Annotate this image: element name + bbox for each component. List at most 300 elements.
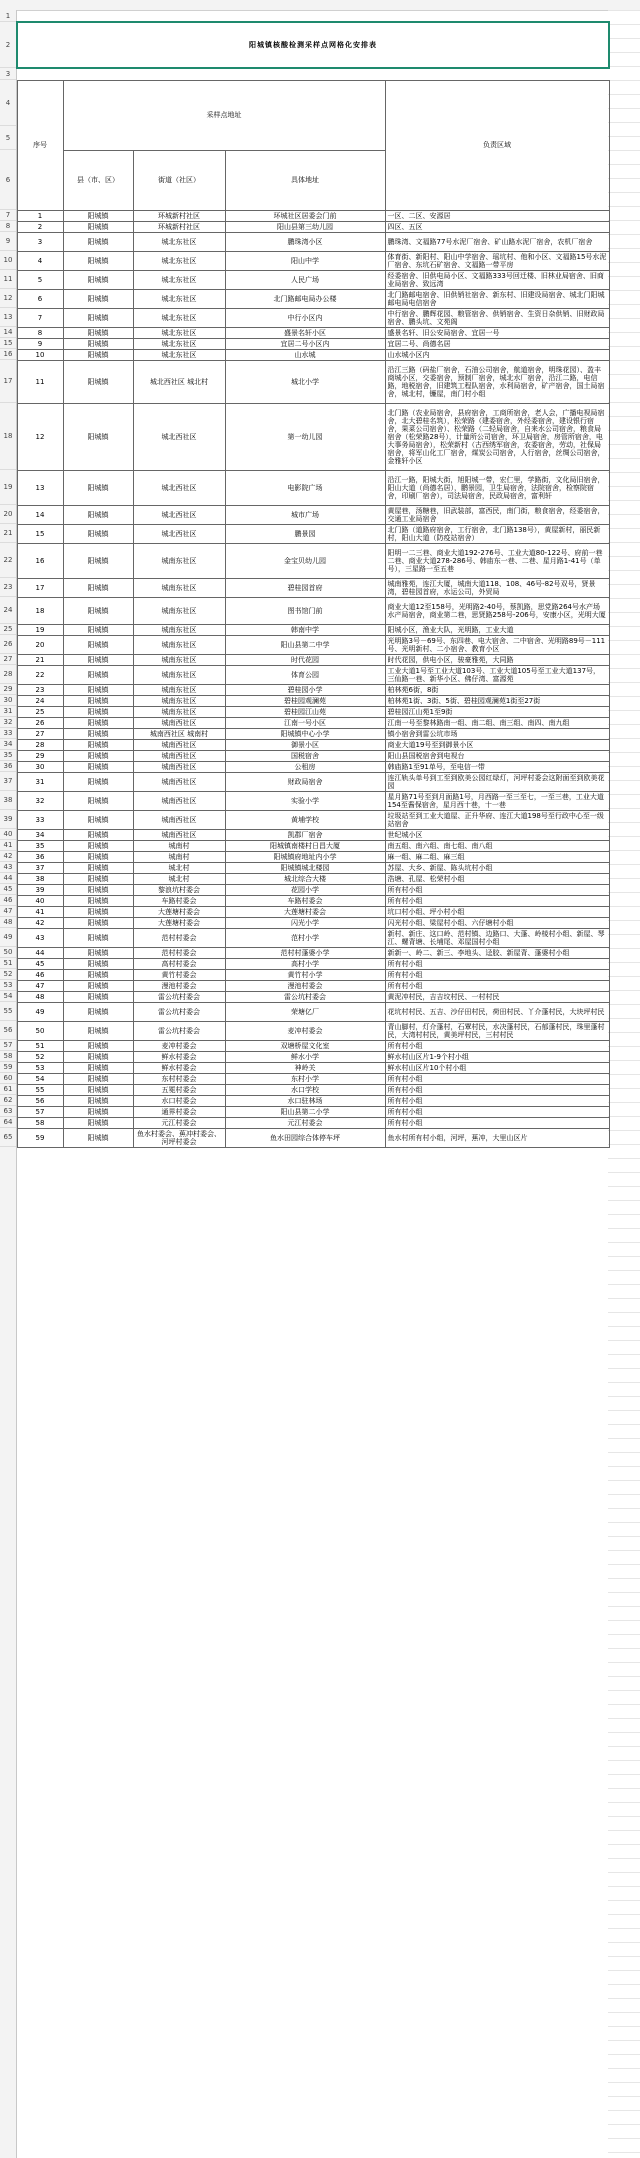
row-number[interactable]: 38	[0, 791, 16, 810]
county-cell[interactable]: 阳城镇	[63, 851, 133, 862]
row-number[interactable]: 52	[0, 969, 16, 980]
address-cell[interactable]: 范村村蓬婆小学	[225, 947, 385, 958]
county-cell[interactable]: 阳城镇	[63, 210, 133, 221]
area-cell[interactable]: 所有村小组	[385, 958, 609, 969]
county-cell[interactable]: 阳城镇	[63, 1040, 133, 1051]
address-cell[interactable]: 碧桂园观澜苑	[225, 695, 385, 706]
area-cell[interactable]: 所有村小组	[385, 1095, 609, 1106]
address-cell[interactable]: 国税宿舍	[225, 750, 385, 761]
street-cell[interactable]: 城南东社区	[133, 654, 225, 665]
seq-cell[interactable]: 33	[17, 810, 63, 829]
street-cell[interactable]: 城南东社区	[133, 624, 225, 635]
row-number[interactable]: 9	[0, 232, 16, 251]
address-cell[interactable]: 大莲塘村委会	[225, 906, 385, 917]
seq-cell[interactable]: 14	[17, 505, 63, 524]
area-cell[interactable]: 北门路（农业局宿舍，县府宿舍，工商所宿舍，老人会，广播电视局宿舍，北大碧桂名筑），松荣路（建委宿舍，外经委宿舍，建设银行宿舍，果菜公司宿舍）、松荣路（二轻局宿舍，自来水公司宿舍，粮食局宿舍（松荣路28号），计量所公司宿舍，环卫局宿舍，房管所宿舍，电大事务局宿舍），松荣新村（古西绣军宿舍，农委宿舍，劳动，社保局宿舍，将军山化工厂宿舍，煤炭公司宿舍，人行宿舍，丝绸公司宿舍，金雅轩小区	[385, 403, 609, 470]
row-number[interactable]: 43	[0, 862, 16, 873]
county-cell[interactable]: 阳城镇	[63, 654, 133, 665]
county-cell[interactable]: 阳城镇	[63, 840, 133, 851]
seq-cell[interactable]: 10	[17, 349, 63, 360]
address-cell[interactable]: 阳山县第三幼儿园	[225, 221, 385, 232]
address-cell[interactable]: 阳城镇府地址内小学	[225, 851, 385, 862]
address-cell[interactable]: 江南一号小区	[225, 717, 385, 728]
address-cell[interactable]: 双塘桥屋文化室	[225, 1040, 385, 1051]
street-cell[interactable]: 麦冲村委会	[133, 1040, 225, 1051]
seq-cell[interactable]: 35	[17, 840, 63, 851]
address-cell[interactable]: 范村小学	[225, 928, 385, 947]
street-cell[interactable]: 城南东社区	[133, 665, 225, 684]
row-number[interactable]: 62	[0, 1095, 16, 1106]
seq-cell[interactable]: 32	[17, 791, 63, 810]
row-number[interactable]: 11	[0, 270, 16, 289]
county-cell[interactable]: 阳城镇	[63, 349, 133, 360]
seq-cell[interactable]: 53	[17, 1062, 63, 1073]
seq-cell[interactable]: 58	[17, 1117, 63, 1128]
address-cell[interactable]: 闪光小学	[225, 917, 385, 928]
seq-cell[interactable]: 22	[17, 665, 63, 684]
area-cell[interactable]: 星月路71号至到月面路1号，月西路一至三至七，一至三巷，工业大道154至酱保宿舍，星月西十巷，十一巷	[385, 791, 609, 810]
area-cell[interactable]: 盛景名轩、旧公安局宿舍、宜居一号	[385, 327, 609, 338]
area-cell[interactable]: 阳明一二三巷、商业大道192-276号、工业大道80-122号、府前一巷二巷、商业大道278-286号、韩庙东一巷、二巷、星月路1-41号（单号），三星路一至五巷	[385, 543, 609, 578]
county-cell[interactable]: 阳城镇	[63, 917, 133, 928]
address-cell[interactable]: 黄埔学校	[225, 810, 385, 829]
seq-cell[interactable]: 1	[17, 210, 63, 221]
area-cell[interactable]: 连江轨头单号到工至到欧美公园红绿灯，河坪村委会这附面至到欧美花园	[385, 772, 609, 791]
area-cell[interactable]: 花坑村村民、五吉、沙仔田村民，荷田村民、丫介蓬村民，大块坪村民	[385, 1002, 609, 1021]
street-cell[interactable]: 五冕村委会	[133, 1084, 225, 1095]
seq-cell[interactable]: 49	[17, 1002, 63, 1021]
area-cell[interactable]: 青山脚村，灯介蓬村，石覃村民，水决蓬村民，石郁蓬村民，珠里蓬村民，大湾村村民，黄美坪村民，三村村民	[385, 1021, 609, 1040]
seq-cell[interactable]: 2	[17, 221, 63, 232]
seq-cell[interactable]: 17	[17, 578, 63, 597]
street-cell[interactable]: 城南村	[133, 851, 225, 862]
street-cell[interactable]: 水口村委会	[133, 1095, 225, 1106]
row-number[interactable]: 37	[0, 772, 16, 791]
seq-cell[interactable]: 24	[17, 695, 63, 706]
row-number[interactable]: 17	[0, 360, 16, 403]
street-cell[interactable]: 城南东社区	[133, 684, 225, 695]
street-cell[interactable]: 环城新村社区	[133, 221, 225, 232]
address-cell[interactable]: 图书馆门前	[225, 597, 385, 624]
address-cell[interactable]: 第一幼儿园	[225, 403, 385, 470]
street-cell[interactable]: 城南东社区	[133, 695, 225, 706]
sheet-title[interactable]: 阳城镇核酸检测采样点网格化安排表	[17, 22, 609, 68]
area-cell[interactable]: 一区、二区、安源居	[385, 210, 609, 221]
address-cell[interactable]: 环城社区居委会门前	[225, 210, 385, 221]
street-cell[interactable]: 城北西社区 城北村	[133, 360, 225, 403]
address-cell[interactable]: 城市广场	[225, 505, 385, 524]
street-cell[interactable]: 黎浪坑村委会	[133, 884, 225, 895]
seq-cell[interactable]: 12	[17, 403, 63, 470]
county-cell[interactable]: 阳城镇	[63, 1002, 133, 1021]
county-cell[interactable]: 阳城镇	[63, 403, 133, 470]
seq-cell[interactable]: 44	[17, 947, 63, 958]
address-cell[interactable]: 凯郡厂宿舍	[225, 829, 385, 840]
county-cell[interactable]: 阳城镇	[63, 829, 133, 840]
row-number[interactable]: 27	[0, 654, 16, 665]
seq-cell[interactable]: 15	[17, 524, 63, 543]
area-cell[interactable]: 北门路（道路府宿舍，工行宿舍，北门路138号），黄屋新村，丽民新村，阳山大道（防疫站宿舍）	[385, 524, 609, 543]
seq-cell[interactable]: 26	[17, 717, 63, 728]
street-cell[interactable]: 元江村委会	[133, 1117, 225, 1128]
street-cell[interactable]: 城北东社区	[133, 270, 225, 289]
row-number[interactable]: 26	[0, 635, 16, 654]
seq-cell[interactable]: 5	[17, 270, 63, 289]
address-cell[interactable]: 人民广场	[225, 270, 385, 289]
row-number[interactable]: 12	[0, 289, 16, 308]
area-cell[interactable]: 黄泥冲村民，吉吉坟村民、一村村民	[385, 991, 609, 1002]
row-number[interactable]: 47	[0, 906, 16, 917]
address-cell[interactable]: 碧桂园首府	[225, 578, 385, 597]
header-seq[interactable]: 序号	[17, 80, 63, 210]
county-cell[interactable]: 阳城镇	[63, 980, 133, 991]
area-cell[interactable]: 宜居二号、尚德名居	[385, 338, 609, 349]
row-number[interactable]: 60	[0, 1073, 16, 1084]
street-cell[interactable]: 雷公坑村委会	[133, 1021, 225, 1040]
area-cell[interactable]: 山水城小区内	[385, 349, 609, 360]
county-cell[interactable]: 阳城镇	[63, 761, 133, 772]
county-cell[interactable]: 阳城镇	[63, 1106, 133, 1117]
area-cell[interactable]: 新新一、岭二、新三、李地头、迳胶、新屋背、蓬婆村小组	[385, 947, 609, 958]
row-number[interactable]: 23	[0, 578, 16, 597]
street-cell[interactable]: 城南西社区	[133, 761, 225, 772]
seq-cell[interactable]: 39	[17, 884, 63, 895]
county-cell[interactable]: 阳城镇	[63, 624, 133, 635]
area-cell[interactable]: 鲜水村山区片1-9个村小组	[385, 1051, 609, 1062]
street-cell[interactable]: 城南东社区	[133, 706, 225, 717]
row-number[interactable]: 50	[0, 947, 16, 958]
address-cell[interactable]: 雷公坑村委会	[225, 991, 385, 1002]
area-cell[interactable]: 南五组、南六组、南七组、南八组	[385, 840, 609, 851]
address-cell[interactable]: 碧桂园小学	[225, 684, 385, 695]
row-number[interactable]: 18	[0, 403, 16, 470]
seq-cell[interactable]: 3	[17, 232, 63, 251]
area-cell[interactable]: 鲜水村山区片10个村小组	[385, 1062, 609, 1073]
area-cell[interactable]: 光明路3号－69号、东四巷、电大宿舍、二中宿舍、光明路89号－111号、光明新村、二小宿舍、教育小区	[385, 635, 609, 654]
row-number[interactable]: 1	[0, 10, 16, 22]
area-cell[interactable]: 坑口村小组、坪小村小组	[385, 906, 609, 917]
row-number[interactable]: 65	[0, 1128, 16, 1147]
area-cell[interactable]: 四区、五区	[385, 221, 609, 232]
street-cell[interactable]: 城南东社区	[133, 635, 225, 654]
county-cell[interactable]: 阳城镇	[63, 928, 133, 947]
area-cell[interactable]: 沿江一路，阳城大街，旭阳城一带，宏仁里，学路街，文化局旧宿舍，阳山大道（尚德名居），鹏景园，卫生局宿舍，法院宿舍，检察院宿舍，印刷厂宿舍），司法局宿舍，民政局宿舍，富利轩	[385, 470, 609, 505]
address-cell[interactable]: 碧桂园江山苑	[225, 706, 385, 717]
header-street[interactable]: 街道（社区）	[133, 150, 225, 210]
street-cell[interactable]: 环城新村社区	[133, 210, 225, 221]
street-cell[interactable]: 雷公坑村委会	[133, 991, 225, 1002]
area-cell[interactable]: 中行宿舍、鹏辉花园、粮管宿舍、供销宿舍、生资日杂供销、旧财政局宿舍、鹏头坑、文苑阁	[385, 308, 609, 327]
area-cell[interactable]: 商业大道19号至到御景小区	[385, 739, 609, 750]
row-number[interactable]: 49	[0, 928, 16, 947]
row-number[interactable]: 30	[0, 695, 16, 706]
street-cell[interactable]: 鱼水村委会、蕉冲村委会、河坪村委会	[133, 1128, 225, 1147]
street-cell[interactable]: 城南东社区	[133, 578, 225, 597]
seq-cell[interactable]: 30	[17, 761, 63, 772]
address-cell[interactable]: 阳山县第二小学	[225, 1106, 385, 1117]
row-number[interactable]: 3	[0, 68, 16, 80]
address-cell[interactable]: 鹏珠湾小区	[225, 232, 385, 251]
row-number[interactable]: 41	[0, 840, 16, 851]
seq-cell[interactable]: 20	[17, 635, 63, 654]
row-number[interactable]: 55	[0, 1002, 16, 1021]
row-number[interactable]: 53	[0, 980, 16, 991]
seq-cell[interactable]: 36	[17, 851, 63, 862]
county-cell[interactable]: 阳城镇	[63, 221, 133, 232]
row-number[interactable]: 32	[0, 717, 16, 728]
address-cell[interactable]: 盛景名轩小区	[225, 327, 385, 338]
address-cell[interactable]: 水口学校	[225, 1084, 385, 1095]
row-number[interactable]: 59	[0, 1062, 16, 1073]
row-number[interactable]: 10	[0, 251, 16, 270]
area-cell[interactable]: 所有村小组	[385, 1084, 609, 1095]
area-cell[interactable]: 所有村小组	[385, 1106, 609, 1117]
street-cell[interactable]: 雷公坑村委会	[133, 1002, 225, 1021]
address-cell[interactable]: 城北小学	[225, 360, 385, 403]
address-cell[interactable]: 神岭关	[225, 1062, 385, 1073]
county-cell[interactable]: 阳城镇	[63, 578, 133, 597]
row-number[interactable]: 14	[0, 327, 16, 338]
area-cell[interactable]: 城南雅苑，连江大厦，城南大道118、108、46号-82号双号，贤景湾，碧桂园首府，水运公司，外贸局	[385, 578, 609, 597]
seq-cell[interactable]: 40	[17, 895, 63, 906]
seq-cell[interactable]: 52	[17, 1051, 63, 1062]
address-cell[interactable]: 时代花园	[225, 654, 385, 665]
seq-cell[interactable]: 7	[17, 308, 63, 327]
row-number[interactable]: 33	[0, 728, 16, 739]
row-number[interactable]: 28	[0, 665, 16, 684]
area-cell[interactable]: 鹏珠湾、文福路77号水泥厂宿舍、矿山路水泥厂宿舍，农机厂宿舍	[385, 232, 609, 251]
row-number[interactable]: 13	[0, 308, 16, 327]
county-cell[interactable]: 阳城镇	[63, 635, 133, 654]
area-cell[interactable]: 黄屋巷，汤糖巷，旧武装部，富西民，南门街，粮食宿舍，经委宿舍，交通工业局宿舍	[385, 505, 609, 524]
street-cell[interactable]: 范村村委会	[133, 947, 225, 958]
seq-cell[interactable]: 18	[17, 597, 63, 624]
address-cell[interactable]: 韩南中学	[225, 624, 385, 635]
street-cell[interactable]: 城北西社区	[133, 403, 225, 470]
county-cell[interactable]: 阳城镇	[63, 772, 133, 791]
address-cell[interactable]: 中行小区内	[225, 308, 385, 327]
header-area[interactable]: 负责区域	[385, 80, 609, 210]
area-cell[interactable]: 阳城小区，渔业大队，光明路，工业大道	[385, 624, 609, 635]
street-cell[interactable]: 城北东社区	[133, 327, 225, 338]
county-cell[interactable]: 阳城镇	[63, 947, 133, 958]
seq-cell[interactable]: 54	[17, 1073, 63, 1084]
address-cell[interactable]: 阳城镇中心小学	[225, 728, 385, 739]
seq-cell[interactable]: 57	[17, 1106, 63, 1117]
county-cell[interactable]: 阳城镇	[63, 991, 133, 1002]
area-cell[interactable]: 体育街、新阳村、阳山中学宿舍、瑶坑村、他和小区、文福路15号水泥厂宿舍、东坑石矿宿舍、文福路一带平房	[385, 251, 609, 270]
row-number[interactable]: 29	[0, 684, 16, 695]
row-number[interactable]: 15	[0, 338, 16, 349]
address-cell[interactable]: 北门路邮电局办公楼	[225, 289, 385, 308]
street-cell[interactable]: 城北西社区	[133, 470, 225, 505]
area-cell[interactable]: 江南一号至黎林路南一组、南二组、南三组、南四、南九组	[385, 717, 609, 728]
county-cell[interactable]: 阳城镇	[63, 791, 133, 810]
address-cell[interactable]: 水口驻林场	[225, 1095, 385, 1106]
street-cell[interactable]: 城北东社区	[133, 232, 225, 251]
address-cell[interactable]: 体育公园	[225, 665, 385, 684]
county-cell[interactable]: 阳城镇	[63, 1084, 133, 1095]
street-cell[interactable]: 车路村委会	[133, 895, 225, 906]
county-cell[interactable]: 阳城镇	[63, 895, 133, 906]
county-cell[interactable]: 阳城镇	[63, 1128, 133, 1147]
area-cell[interactable]: 世纪城小区	[385, 829, 609, 840]
street-cell[interactable]: 大莲塘村委会	[133, 917, 225, 928]
street-cell[interactable]: 高村村委会	[133, 958, 225, 969]
address-cell[interactable]: 高村小学	[225, 958, 385, 969]
address-cell[interactable]: 实验小学	[225, 791, 385, 810]
address-cell[interactable]: 花园小学	[225, 884, 385, 895]
row-number[interactable]: 56	[0, 1021, 16, 1040]
county-cell[interactable]: 阳城镇	[63, 873, 133, 884]
street-cell[interactable]: 城南西社区	[133, 717, 225, 728]
street-cell[interactable]: 城南村	[133, 840, 225, 851]
seq-cell[interactable]: 46	[17, 969, 63, 980]
county-cell[interactable]: 阳城镇	[63, 684, 133, 695]
area-cell[interactable]: 柏林苑6街，8街	[385, 684, 609, 695]
street-cell[interactable]: 城南东社区	[133, 597, 225, 624]
row-number[interactable]: 64	[0, 1117, 16, 1128]
street-cell[interactable]: 城南西社区	[133, 810, 225, 829]
seq-cell[interactable]: 34	[17, 829, 63, 840]
address-cell[interactable]: 鲜水小学	[225, 1051, 385, 1062]
county-cell[interactable]: 阳城镇	[63, 717, 133, 728]
seq-cell[interactable]: 25	[17, 706, 63, 717]
street-cell[interactable]: 城北西社区	[133, 524, 225, 543]
address-cell[interactable]: 宜居二号小区内	[225, 338, 385, 349]
county-cell[interactable]: 阳城镇	[63, 695, 133, 706]
row-number[interactable]: 2	[0, 22, 16, 68]
seq-cell[interactable]: 48	[17, 991, 63, 1002]
seq-cell[interactable]: 55	[17, 1084, 63, 1095]
county-cell[interactable]: 阳城镇	[63, 524, 133, 543]
address-cell[interactable]: 公租房	[225, 761, 385, 772]
street-cell[interactable]: 城北东社区	[133, 251, 225, 270]
address-cell[interactable]: 荣塘亿厂	[225, 1002, 385, 1021]
street-cell[interactable]: 城南西社区	[133, 739, 225, 750]
seq-cell[interactable]: 43	[17, 928, 63, 947]
county-cell[interactable]: 阳城镇	[63, 862, 133, 873]
street-cell[interactable]: 范村村委会	[133, 928, 225, 947]
row-number[interactable]: 36	[0, 761, 16, 772]
row-number[interactable]: 46	[0, 895, 16, 906]
area-cell[interactable]: 时代花园，供电小区，骏豪雅苑，大同路	[385, 654, 609, 665]
county-cell[interactable]: 阳城镇	[63, 1073, 133, 1084]
street-cell[interactable]: 城北东社区	[133, 289, 225, 308]
address-cell[interactable]: 金宝贝幼儿园	[225, 543, 385, 578]
seq-cell[interactable]: 50	[17, 1021, 63, 1040]
county-cell[interactable]: 阳城镇	[63, 884, 133, 895]
seq-cell[interactable]: 8	[17, 327, 63, 338]
row-number[interactable]: 22	[0, 543, 16, 578]
seq-cell[interactable]: 11	[17, 360, 63, 403]
address-cell[interactable]: 车路村委会	[225, 895, 385, 906]
street-cell[interactable]: 通界村委会	[133, 1106, 225, 1117]
address-cell[interactable]: 阳山中学	[225, 251, 385, 270]
street-cell[interactable]: 东村村委会	[133, 1073, 225, 1084]
seq-cell[interactable]: 19	[17, 624, 63, 635]
row-number[interactable]: 54	[0, 991, 16, 1002]
area-cell[interactable]: 沿江三路（码盐厂宿舍，石油公司宿舍，航道宿舍，明珠花园）、盈丰商城小区，交委宿舍，预制厂宿舍，城北水厂宿舍，沿江二路，电信路，地税宿舍，旧建筑工程队宿舍，水利局宿舍，矿产宿舍，国土局宿舍，城北村，镰屋，南门村小组	[385, 360, 609, 403]
row-number[interactable]: 21	[0, 524, 16, 543]
area-cell[interactable]: 所有村小组	[385, 884, 609, 895]
row-number[interactable]: 58	[0, 1051, 16, 1062]
address-cell[interactable]: 元江村委会	[225, 1117, 385, 1128]
row-number[interactable]: 19	[0, 470, 16, 505]
county-cell[interactable]: 阳城镇	[63, 739, 133, 750]
row-number[interactable]: 40	[0, 829, 16, 840]
county-cell[interactable]: 阳城镇	[63, 597, 133, 624]
area-cell[interactable]: 垃圾站至到工业大道屋、正升华府、连江大道198号至行政中心至一级站宿舍	[385, 810, 609, 829]
county-cell[interactable]: 阳城镇	[63, 360, 133, 403]
row-number[interactable]: 20	[0, 505, 16, 524]
area-cell[interactable]: 鱼水村所有村小组，河坪，蕉冲，大里山区片	[385, 1128, 609, 1147]
seq-cell[interactable]: 51	[17, 1040, 63, 1051]
seq-cell[interactable]: 21	[17, 654, 63, 665]
street-cell[interactable]: 黄竹村委会	[133, 969, 225, 980]
county-cell[interactable]: 阳城镇	[63, 327, 133, 338]
header-address-group[interactable]: 采样点地址	[63, 80, 385, 150]
street-cell[interactable]: 城北村	[133, 862, 225, 873]
area-cell[interactable]: 苏屋、大乡、新屋、陈头坑村小组	[385, 862, 609, 873]
row-number[interactable]: 35	[0, 750, 16, 761]
row-number[interactable]: 25	[0, 624, 16, 635]
area-cell[interactable]: 商业大道12至158号，光明路2-40号，蔡凯路，思党路264号水产场水产局宿舍，商业第二巷，思贤路258号-206号，安康小区，光明大厦	[385, 597, 609, 624]
area-cell[interactable]: 韩庙路1至91单号，至电信一带	[385, 761, 609, 772]
row-number[interactable]: 24	[0, 597, 16, 624]
seq-cell[interactable]: 27	[17, 728, 63, 739]
address-cell[interactable]: 鹏景园	[225, 524, 385, 543]
address-cell[interactable]: 鱼水田园综合体停车坪	[225, 1128, 385, 1147]
county-cell[interactable]: 阳城镇	[63, 1095, 133, 1106]
row-number[interactable]: 45	[0, 884, 16, 895]
address-cell[interactable]: 麦冲村委会	[225, 1021, 385, 1040]
address-cell[interactable]: 山水城	[225, 349, 385, 360]
street-cell[interactable]: 城南西社区	[133, 772, 225, 791]
county-cell[interactable]: 阳城镇	[63, 308, 133, 327]
county-cell[interactable]: 阳城镇	[63, 470, 133, 505]
row-number[interactable]: 7	[0, 210, 16, 221]
seq-cell[interactable]: 9	[17, 338, 63, 349]
row-number[interactable]: 61	[0, 1084, 16, 1095]
row-number[interactable]: 63	[0, 1106, 16, 1117]
address-cell[interactable]: 东村小学	[225, 1073, 385, 1084]
county-cell[interactable]: 阳城镇	[63, 728, 133, 739]
street-cell[interactable]: 城南西社区	[133, 791, 225, 810]
seq-cell[interactable]: 47	[17, 980, 63, 991]
area-cell[interactable]: 碧桂园江山苑1至9街	[385, 706, 609, 717]
address-cell[interactable]: 财政局宿舍	[225, 772, 385, 791]
row-number[interactable]: 57	[0, 1040, 16, 1051]
area-cell[interactable]: 阳山县国税宿舍到电视台	[385, 750, 609, 761]
area-cell[interactable]: 浩塘、孔屋、松荣村小组	[385, 873, 609, 884]
street-cell[interactable]: 城北东社区	[133, 349, 225, 360]
seq-cell[interactable]: 37	[17, 862, 63, 873]
row-number[interactable]: 44	[0, 873, 16, 884]
area-cell[interactable]: 麻一组、麻二组、麻三组	[385, 851, 609, 862]
street-cell[interactable]: 城北东社区	[133, 338, 225, 349]
county-cell[interactable]: 阳城镇	[63, 505, 133, 524]
seq-cell[interactable]: 29	[17, 750, 63, 761]
row-number[interactable]: 51	[0, 958, 16, 969]
county-cell[interactable]: 阳城镇	[63, 270, 133, 289]
county-cell[interactable]: 阳城镇	[63, 958, 133, 969]
row-number[interactable]: 31	[0, 706, 16, 717]
area-cell[interactable]: 经委宿舍、旧供电局小区、文福路333号回迁楼、旧林业局宿舍、旧商业局宿舍、致远湾	[385, 270, 609, 289]
address-cell[interactable]: 阳城镇南楼村日昌大厦	[225, 840, 385, 851]
street-cell[interactable]: 鲜水村委会	[133, 1051, 225, 1062]
county-cell[interactable]: 阳城镇	[63, 543, 133, 578]
